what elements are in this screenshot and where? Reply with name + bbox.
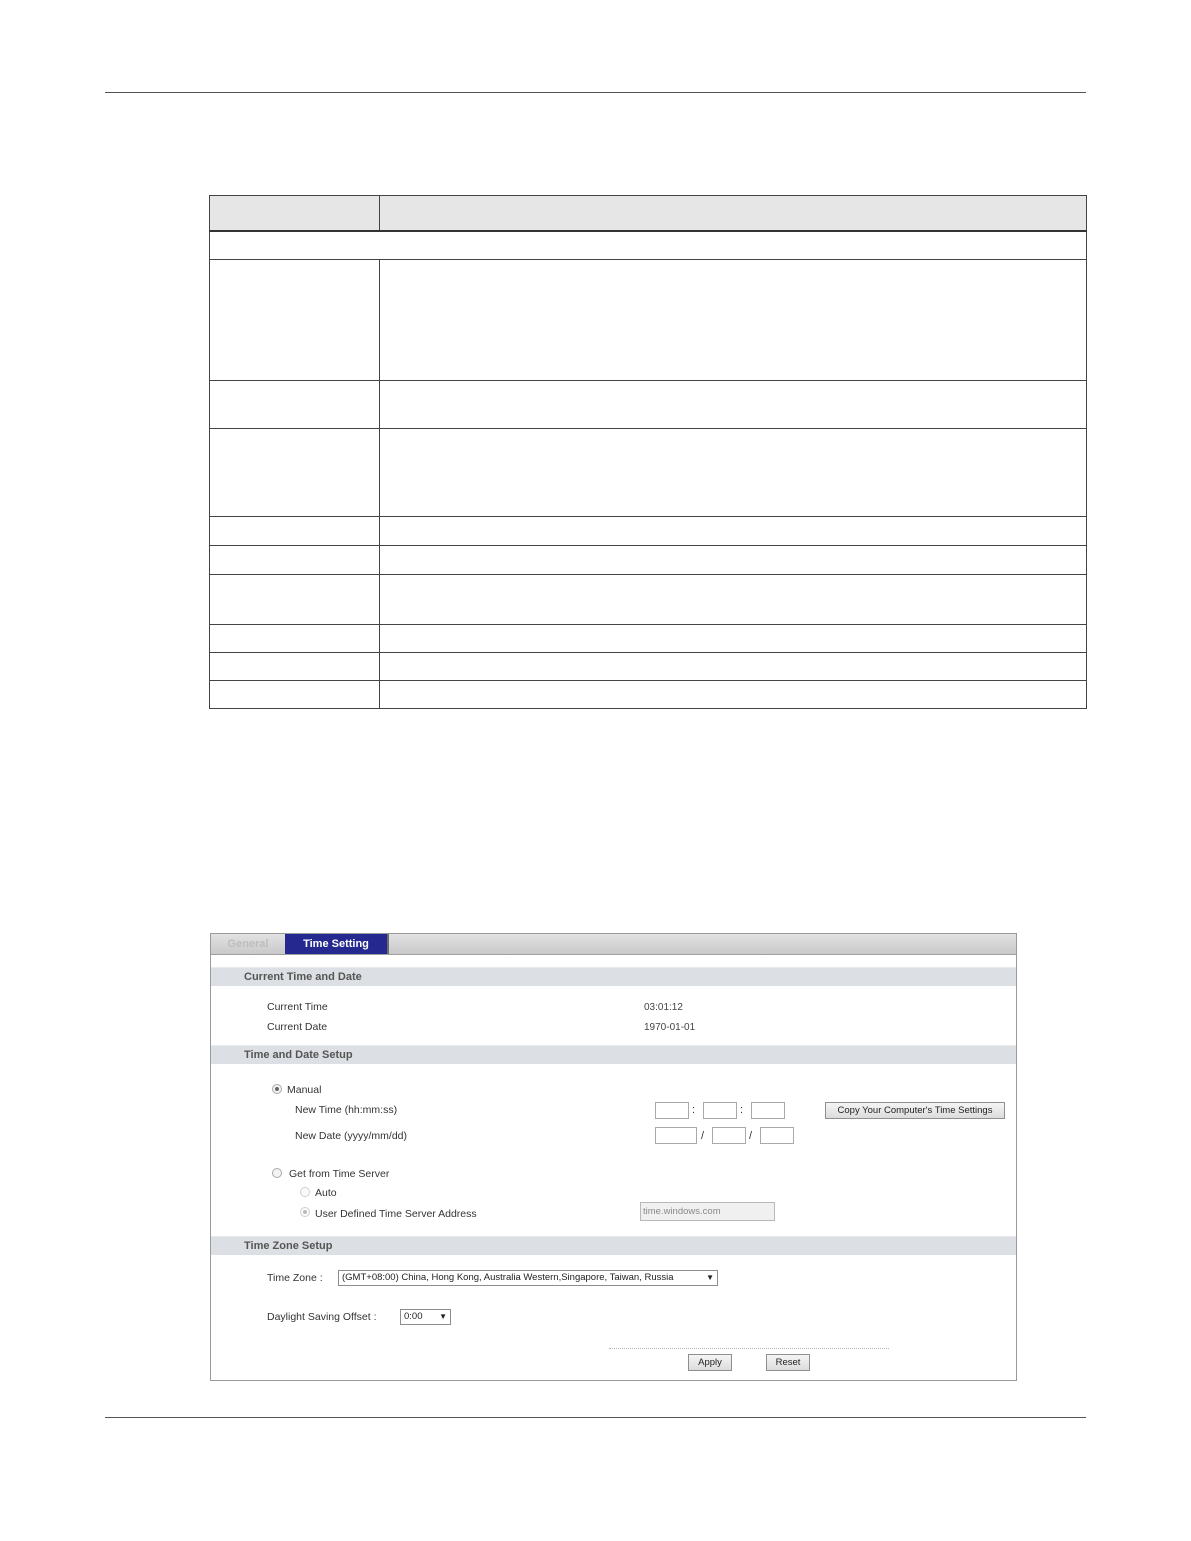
minute-input[interactable] (703, 1102, 737, 1119)
date-separator: / (701, 1130, 705, 1142)
current-time-section (211, 967, 1016, 986)
header-rule (105, 92, 1086, 93)
hour-input[interactable] (655, 1102, 689, 1119)
button-divider (609, 1348, 889, 1349)
current-date-value: 1970-01-01 (644, 1022, 696, 1033)
manual-label: Manual (287, 1084, 322, 1096)
second-input[interactable] (751, 1102, 785, 1119)
month-input[interactable] (712, 1127, 746, 1144)
time-zone-setup-section (211, 1236, 1016, 1255)
reset-button[interactable]: Reset (766, 1354, 810, 1371)
time-server-label: Get from Time Server (289, 1168, 390, 1180)
tab-general[interactable]: General (227, 938, 269, 950)
dropdown-arrow-icon: ▼ (706, 1273, 714, 1282)
manual-radio[interactable] (272, 1084, 282, 1094)
time-zone-select[interactable] (338, 1270, 718, 1286)
table-row (210, 575, 1087, 625)
section-title: Time and Date Setup (244, 1049, 353, 1061)
time-zone-label: Time Zone : (267, 1272, 323, 1284)
auto-radio[interactable] (300, 1187, 310, 1197)
daylight-saving-select[interactable] (400, 1309, 451, 1325)
current-time-label: Current Time (267, 1001, 328, 1013)
table-row (210, 546, 1087, 575)
time-server-radio[interactable] (272, 1168, 282, 1178)
new-time-label: New Time (hh:mm:ss) (295, 1104, 398, 1116)
table-row (210, 429, 1087, 517)
table-row (210, 260, 1087, 381)
table-row (210, 681, 1087, 709)
daylight-saving-label: Daylight Saving Offset : (267, 1311, 377, 1323)
time-separator: : (692, 1104, 696, 1116)
date-separator: / (749, 1130, 753, 1142)
time-zone-value: (GMT+08:00) China, Hong Kong, Australia Western,Singapore, Taiwan, Russia (342, 1272, 674, 1283)
day-input[interactable] (760, 1127, 794, 1144)
auto-label: Auto (315, 1187, 337, 1199)
tab-time-setting[interactable]: Time Setting (285, 934, 389, 954)
current-time-value: 03:01:12 (644, 1002, 683, 1013)
year-input[interactable] (655, 1127, 697, 1144)
description-table (209, 195, 1087, 709)
copy-computer-time-button[interactable]: Copy Your Computer's Time Settings (825, 1102, 1005, 1119)
table-row (210, 517, 1087, 546)
user-defined-label: User Defined Time Server Address (315, 1208, 477, 1220)
time-date-setup-section (211, 1045, 1016, 1064)
time-server-input[interactable]: time.windows.com (640, 1202, 775, 1221)
section-title: Current Time and Date (244, 971, 362, 983)
section-title: Time Zone Setup (244, 1240, 333, 1252)
table-row (210, 231, 1087, 260)
time-separator: : (740, 1104, 744, 1116)
table-row (210, 653, 1087, 681)
new-date-label: New Date (yyyy/mm/dd) (295, 1130, 408, 1142)
apply-button[interactable]: Apply (688, 1354, 732, 1371)
table-row (210, 381, 1087, 429)
daylight-saving-value: 0:00 (404, 1311, 423, 1322)
user-defined-radio[interactable] (300, 1207, 310, 1217)
current-date-label: Current Date (267, 1021, 328, 1033)
time-setting-screen (210, 933, 1017, 1381)
tab-bar (211, 934, 1016, 955)
table-header-row (210, 196, 1087, 231)
footer-rule (105, 1417, 1086, 1418)
dropdown-arrow-icon: ▼ (439, 1312, 447, 1321)
table-row (210, 625, 1087, 653)
